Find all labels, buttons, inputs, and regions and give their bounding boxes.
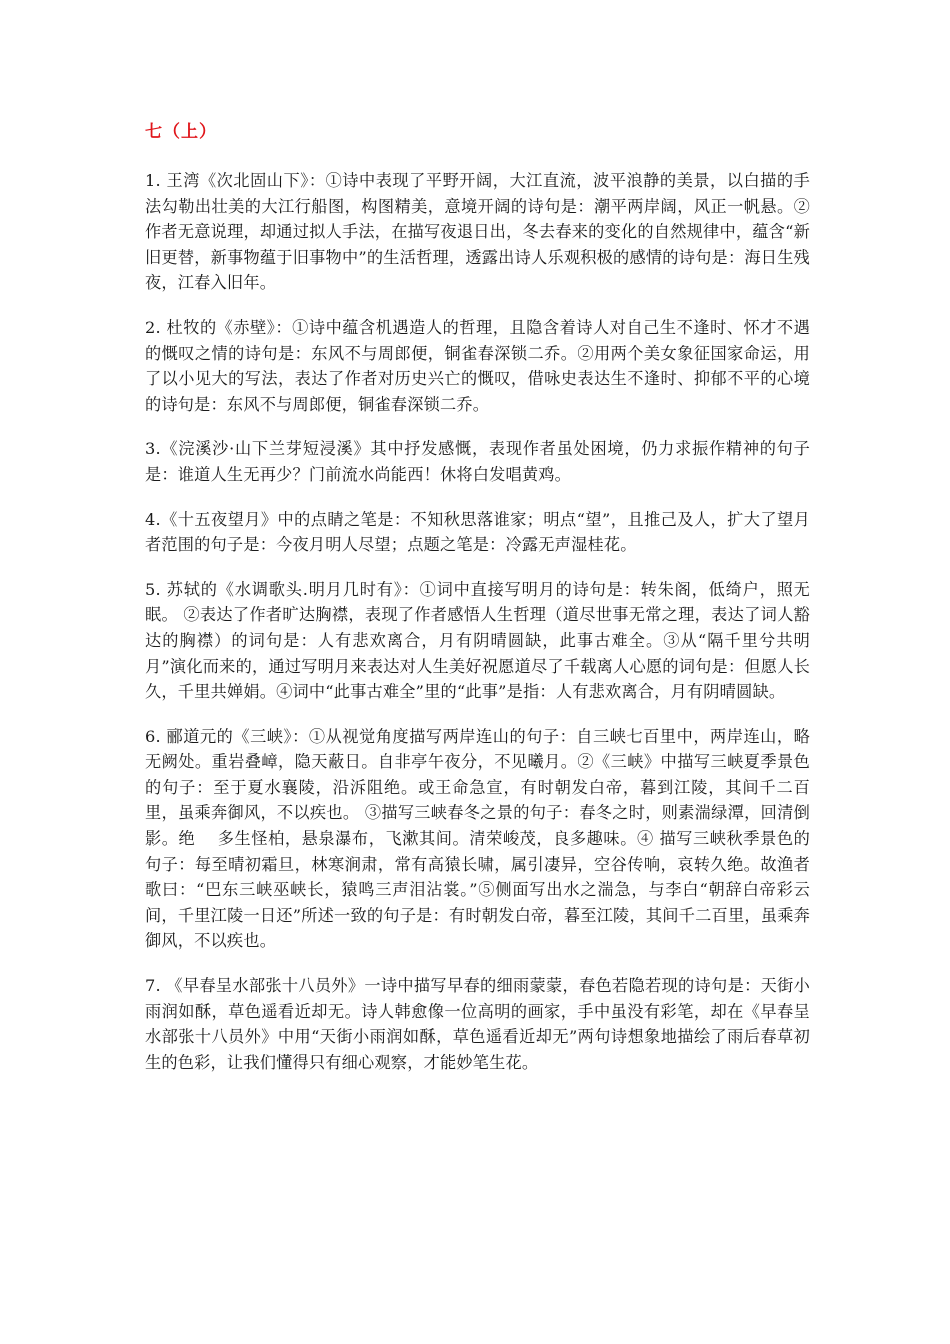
paragraph-6: 6. 郦道元的《三峡》：①从视觉角度描写两岸连山的句子：自三峡七百里中，两岸连山，略无阙处。重岩叠嶂，隐天蔽日。自非亭午夜分，不见曦月。②《三峡》中描写三峡夏季景色的句子：至于夏水襄陵，沿泝阻绝。或王命急宣，有时朝发白帝，暮到江陵，其间千二百里，虽乘奔御风，不以疾也。 ③描写三峡春冬之景的句子：春冬之时，则素湍绿潭，回清倒影。绝 多生怪柏，悬泉瀑布，飞漱其间。清荣峻茂，良多趣味。④ 描写三峡秋季景色的句子：每至晴初霜旦，林寒涧肃，常有高猿长啸，属引凄异，空谷传响，哀转久绝。故渔者歌曰：“巴东三峡巫峡长，猿鸣三声泪沾裳。”⑤侧面写出水之湍急，与李白“朝辞白帝彩云间，千里江陵一日还”所述一致的句子是：有时朝发白帝，暮至江陵，其间千二百里，虽乘奔御风，不以疾也。 bbox=[145, 726, 810, 951]
paragraph-2: 2. 杜牧的《赤壁》：①诗中蕴含机遇造人的哲理，且隐含着诗人对自己生不逢时、怀才不遇的慨叹之情的诗句是：东风不与周郎便，铜雀春深锁二乔。②用两个美女象征国家命运，用了以小见大的写法，表达了作者对历史兴亡的慨叹，借咏史表达生不逢时、抑郁不平的心境的诗句是：东风不与周郎便，铜雀春深锁二乔。 bbox=[145, 317, 810, 414]
paragraph-3: 3.《浣溪沙·山下兰芽短浸溪》其中抒发感慨，表现作者虽处困境，仍力求振作精神的句子是：谁道人生无再少？门前流水尚能西！休将白发唱黄鸡。 bbox=[145, 439, 810, 484]
paragraph-5: 5. 苏轼的《水调歌头.明月几时有》：①词中直接写明月的诗句是：转朱阁，低绮户，照无眠。 ②表达了作者旷达胸襟，表现了作者感悟人生哲理（道尽世事无常之理，表达了词人豁达的胸襟）的词句是：人有悲欢离合，月有阴晴圆缺，此事古难全。③从“隔千里兮共明月”演化而来的，通过写明月来表达对人生美好祝愿道尽了千载离人心愿的词句是：但愿人长久，千里共婵娟。④词中“此事古难全”里的“此事”是指：人有悲欢离合，月有阴晴圆缺。 bbox=[145, 579, 810, 702]
section-title: 七（上） bbox=[145, 122, 217, 142]
paragraph-7: 7. 《早春呈水部张十八员外》一诗中描写早春的细雨蒙蒙，春色若隐若现的诗句是：天街小雨润如酥，草色遥看近却无。诗人韩愈像一位高明的画家，手中虽没有彩笔，却在《早春呈水部张十八员外》中用“天街小雨润如酥，草色遥看近却无”两句诗想象地描绘了雨后春草初生的色彩，让我们懂得只有细心观察，才能妙笔生花。 bbox=[145, 976, 810, 1072]
paragraph-1: 1. 王湾《次北固山下》：①诗中表现了平野开阔，大江直流，波平浪静的美景，以白描的手法勾勒出壮美的大江行船图，构图精美，意境开阔的诗句是：潮平两岸阔，风正一帆悬。②作者无意说理，却通过拟人手法，在描写夜退日出，冬去春来的变化的自然规律中，蕴含“新旧更替，新事物蕴于旧事物中”的生活哲理，透露出诗人乐观积极的感情的诗句是：海日生残夜，江春入旧年。 bbox=[145, 171, 810, 293]
document-page bbox=[145, 118, 810, 1094]
paragraph-4: 4.《十五夜望月》中的点睛之笔是：不知秋思落谁家；明点“望”，且推己及人，扩大了望月者范围的句子是：今夜月明人尽望；点题之笔是：冷露无声湿桂花。 bbox=[145, 509, 810, 555]
